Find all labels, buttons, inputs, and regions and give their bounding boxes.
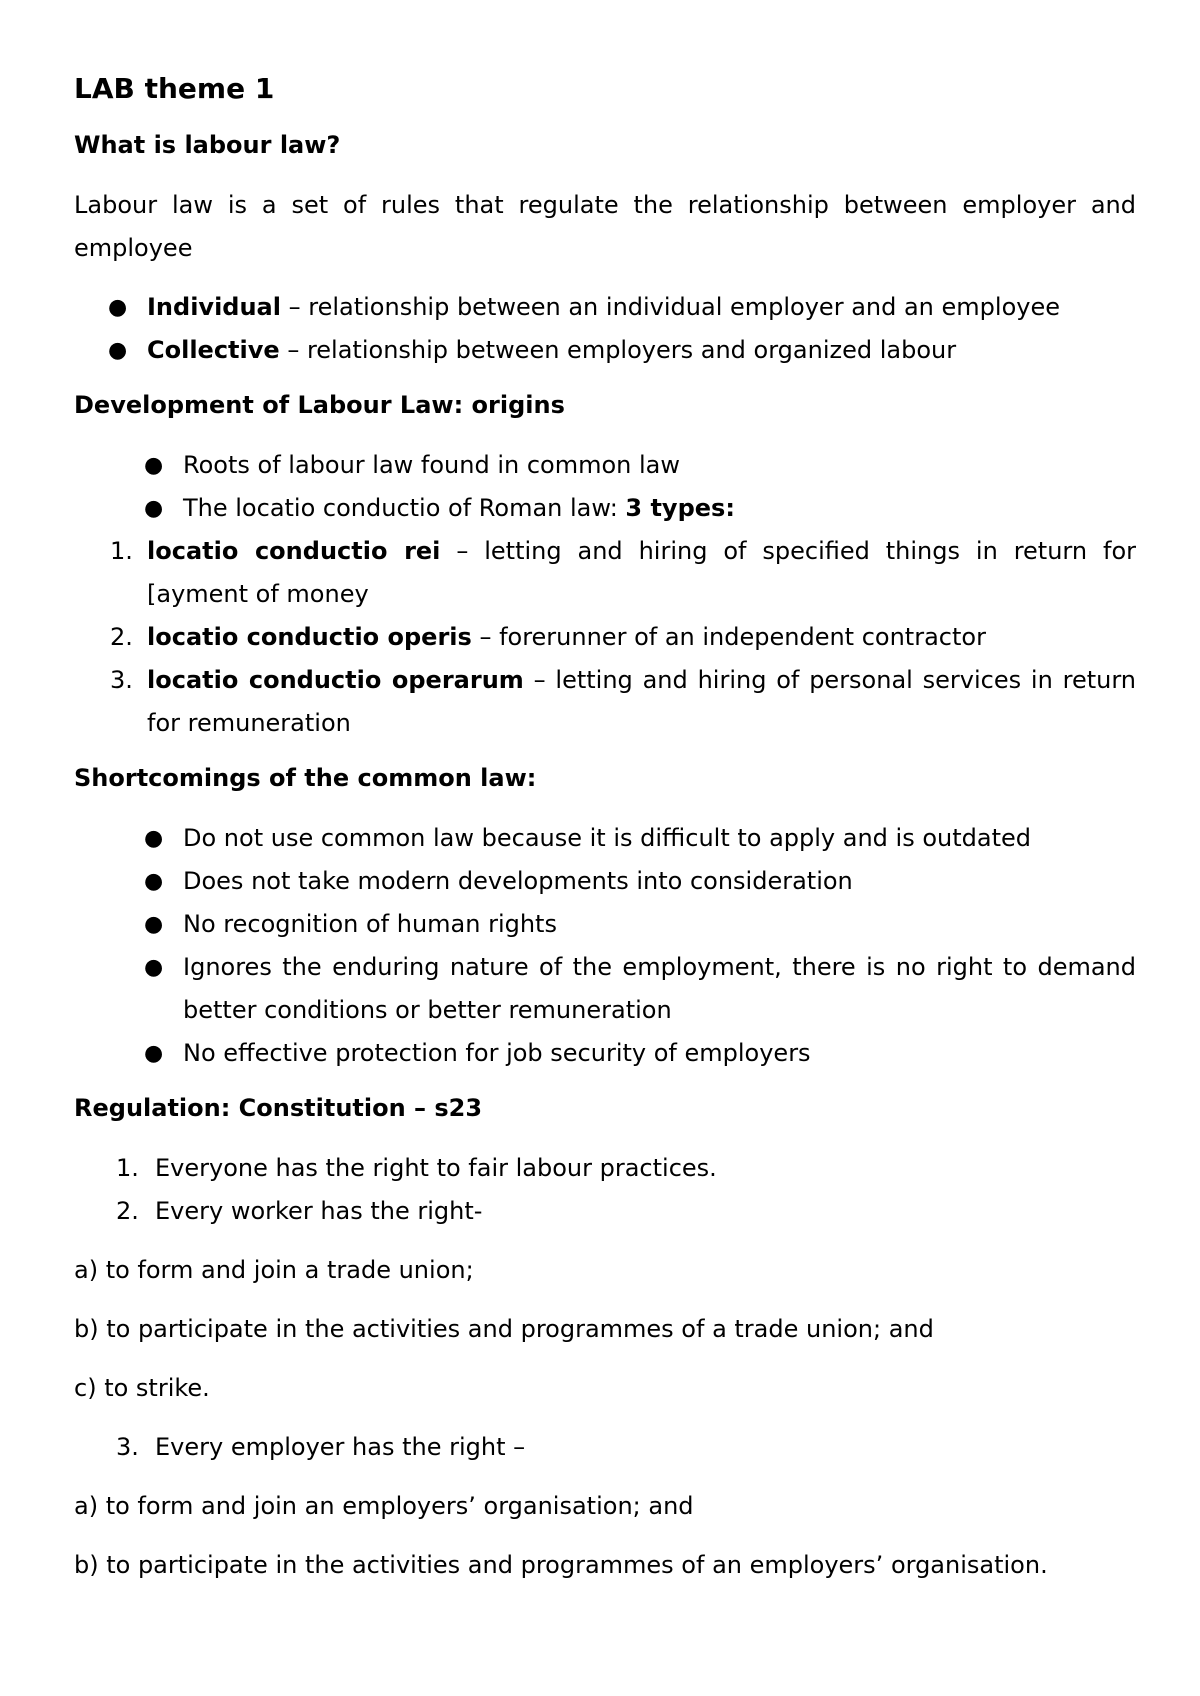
list-item: [74, 616, 1136, 659]
bullet-icon: ●: [144, 912, 164, 937]
term-collective-text: – relationship between employers and organized labour: [279, 336, 957, 364]
bullet-icon: ●: [144, 1041, 164, 1066]
list-item: [74, 817, 1136, 860]
list-number: 1.: [110, 537, 133, 565]
heading-what-is-labour-law: What is labour law?: [74, 131, 341, 159]
term-collective: Collective: [147, 336, 280, 364]
bullet-icon: ●: [144, 496, 164, 521]
shortcomings-list: [74, 817, 1136, 1075]
list-number: 2.: [110, 623, 133, 651]
bullet-icon: ●: [144, 869, 164, 894]
locatio-term: locatio conductio rei: [147, 537, 441, 565]
locatio-text: – letting and hiring of personal services in return for remuneration: [147, 666, 1137, 737]
employer-right-b: b) to participate in the activities and programmes of an employers’ organisation.: [74, 1551, 1048, 1579]
locatio-text: – letting and hiring of specified things in return for [ayment of money: [147, 537, 1136, 608]
heading-development-origins: Development of Labour Law: origins: [74, 391, 565, 419]
right-text: Everyone has the right to fair labour practices.: [155, 1154, 717, 1182]
constitution-rights-list: [74, 1147, 1136, 1233]
shortcoming-text: Does not take modern developments into consideration: [183, 867, 853, 895]
list-item: [74, 946, 1136, 1032]
origins-item-bold: 3 types:: [625, 494, 735, 522]
worker-right-b: b) to participate in the activities and programmes of a trade union; and: [74, 1315, 934, 1343]
worker-right-c: c) to strike.: [74, 1374, 210, 1402]
list-number: 2.: [116, 1197, 139, 1225]
locatio-text: – forerunner of an independent contractor: [471, 623, 986, 651]
list-item: [74, 444, 1136, 487]
list-item: [74, 860, 1136, 903]
bullet-icon: ●: [108, 295, 128, 320]
list-item: [74, 286, 1136, 329]
bullet-icon: ●: [144, 453, 164, 478]
origins-item-text: The locatio conductio of Roman law:: [183, 494, 626, 522]
heading-shortcomings: Shortcomings of the common law:: [74, 764, 537, 792]
list-item: [74, 903, 1136, 946]
shortcoming-text: No effective protection for job security of employers: [183, 1039, 811, 1067]
list-item: [74, 1426, 1136, 1469]
right-text: Every worker has the right-: [155, 1197, 483, 1225]
term-individual: Individual: [147, 293, 281, 321]
locatio-types-list: [74, 530, 1136, 745]
origins-list: [74, 444, 1136, 530]
worker-right-a: a) to form and join a trade union;: [74, 1256, 474, 1284]
employer-rights-heading-list: [74, 1426, 1136, 1469]
bullet-icon: ●: [108, 338, 128, 363]
document-page: [74, 72, 1136, 1587]
bullet-icon: ●: [144, 826, 164, 851]
right-text: Every employer has the right –: [155, 1433, 526, 1461]
term-individual-text: – relationship between an individual employer and an employee: [280, 293, 1060, 321]
document-title: LAB theme 1: [74, 72, 275, 105]
labour-law-definition: Labour law is a set of rules that regulate the relationship between employer and employee: [74, 191, 1136, 262]
list-item: [74, 1147, 1136, 1190]
list-item: [74, 329, 1136, 372]
employer-right-a: a) to form and join an employers’ organisation; and: [74, 1492, 694, 1520]
shortcoming-text: No recognition of human rights: [183, 910, 557, 938]
shortcoming-text: Do not use common law because it is difficult to apply and is outdated: [183, 824, 1032, 852]
locatio-term: locatio conductio operarum: [147, 666, 524, 694]
list-item: [74, 1190, 1136, 1233]
locatio-term: locatio conductio operis: [147, 623, 472, 651]
list-number: 1.: [116, 1154, 139, 1182]
origins-item-text: Roots of labour law found in common law: [183, 451, 680, 479]
list-item: [74, 659, 1136, 745]
labour-law-types-list: [74, 286, 1136, 372]
shortcoming-text: Ignores the enduring nature of the employment, there is no right to demand better conditions or better remuneration: [183, 953, 1136, 1024]
list-number: 3.: [110, 666, 133, 694]
bullet-icon: ●: [144, 955, 164, 980]
list-number: 3.: [116, 1433, 139, 1461]
heading-regulation-constitution: Regulation: Constitution – s23: [74, 1094, 483, 1122]
list-item: [74, 1032, 1136, 1075]
list-item: [74, 487, 1136, 530]
list-item: [74, 530, 1136, 616]
